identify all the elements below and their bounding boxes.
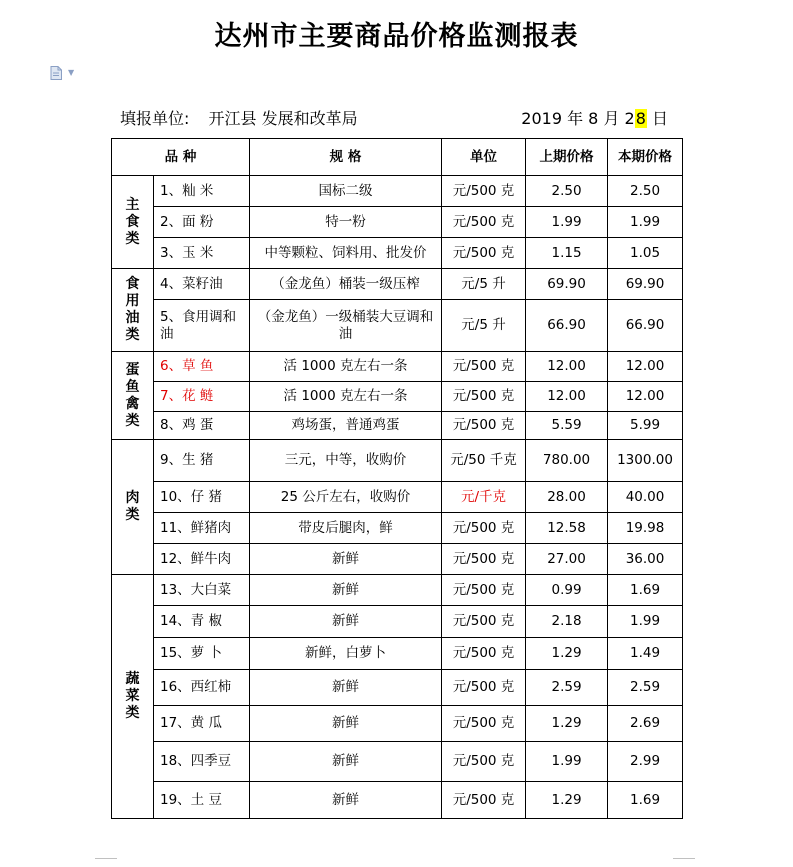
item-prev-price: 1.29 <box>526 782 608 819</box>
item-name: 10、仔 猪 <box>154 482 250 513</box>
item-unit: 元/500 克 <box>442 742 526 782</box>
item-prev-price: 5.59 <box>526 412 608 440</box>
item-prev-price: 2.59 <box>526 670 608 706</box>
item-curr-price: 2.50 <box>608 176 683 207</box>
item-name: 16、西红柿 <box>154 670 250 706</box>
item-name: 11、鲜猪肉 <box>154 513 250 544</box>
item-spec: 活 1000 克左右一条 <box>250 352 442 382</box>
item-curr-price: 1.99 <box>608 207 683 238</box>
item-spec: 新鲜 <box>250 670 442 706</box>
header-spec: 规 格 <box>250 139 442 176</box>
item-name: 8、鸡 蛋 <box>154 412 250 440</box>
item-spec: 鸡场蛋，普通鸡蛋 <box>250 412 442 440</box>
item-name: 7、花 鲢 <box>154 382 250 412</box>
item-curr-price: 1.99 <box>608 606 683 638</box>
item-name: 18、四季豆 <box>154 742 250 782</box>
item-prev-price: 12.58 <box>526 513 608 544</box>
item-prev-price: 66.90 <box>526 300 608 352</box>
report-date <box>521 106 668 129</box>
footer-mark-left <box>95 858 117 859</box>
table-row <box>112 300 683 352</box>
table-row <box>112 706 683 742</box>
item-name: 17、黄 瓜 <box>154 706 250 742</box>
page-footer-marks <box>95 858 695 862</box>
table-row <box>112 575 683 606</box>
item-spec: 特一粉 <box>250 207 442 238</box>
date-suffix: 日 <box>646 109 668 128</box>
header-prev-price: 上期价格 <box>526 139 608 176</box>
report-meta <box>120 104 668 130</box>
table-header-row <box>112 139 683 176</box>
category-meat: 肉 类 <box>112 440 154 575</box>
item-prev-price: 1.99 <box>526 207 608 238</box>
item-prev-price: 1.29 <box>526 638 608 670</box>
item-curr-price: 1.05 <box>608 238 683 269</box>
price-table <box>111 138 683 819</box>
item-spec: 新鲜 <box>250 742 442 782</box>
header-curr-price: 本期价格 <box>608 139 683 176</box>
item-unit: 元/5 升 <box>442 269 526 300</box>
table-row <box>112 782 683 819</box>
item-prev-price: 1.99 <box>526 742 608 782</box>
unit-label: 填报单位: <box>120 109 190 128</box>
item-name: 4、菜籽油 <box>154 269 250 300</box>
item-curr-price: 2.99 <box>608 742 683 782</box>
footer-mark-right <box>673 858 695 859</box>
table-row <box>112 382 683 412</box>
item-spec: 25 公斤左右，收购价 <box>250 482 442 513</box>
item-spec: 新鲜，白萝卜 <box>250 638 442 670</box>
item-prev-price: 69.90 <box>526 269 608 300</box>
item-name: 14、青 椒 <box>154 606 250 638</box>
item-unit: 元/500 克 <box>442 782 526 819</box>
reporting-unit <box>120 106 358 129</box>
item-unit: 元/500 克 <box>442 706 526 742</box>
header-variety: 品 种 <box>112 139 250 176</box>
item-spec: 新鲜 <box>250 606 442 638</box>
item-unit: 元/500 克 <box>442 412 526 440</box>
item-curr-price: 69.90 <box>608 269 683 300</box>
item-curr-price: 5.99 <box>608 412 683 440</box>
page-title: 达州市主要商品价格监测报表 <box>214 21 579 52</box>
table-row <box>112 269 683 300</box>
item-unit: 元/500 克 <box>442 207 526 238</box>
item-prev-price: 0.99 <box>526 575 608 606</box>
item-curr-price: 36.00 <box>608 544 683 575</box>
table-row <box>112 440 683 482</box>
item-name: 13、大白菜 <box>154 575 250 606</box>
item-spec: 三元，中等，收购价 <box>250 440 442 482</box>
item-unit: 元/500 克 <box>442 352 526 382</box>
item-unit: 元/500 克 <box>442 382 526 412</box>
item-prev-price: 12.00 <box>526 352 608 382</box>
chevron-down-icon[interactable]: ▼ <box>68 68 75 77</box>
item-prev-price: 780.00 <box>526 440 608 482</box>
item-spec: 新鲜 <box>250 575 442 606</box>
item-curr-price: 12.00 <box>608 382 683 412</box>
item-curr-price: 1.69 <box>608 575 683 606</box>
item-curr-price: 40.00 <box>608 482 683 513</box>
item-spec: 中等颗粒、饲料用、批发价 <box>250 238 442 269</box>
document-icon[interactable] <box>50 66 62 80</box>
item-spec: 新鲜 <box>250 544 442 575</box>
item-prev-price: 1.15 <box>526 238 608 269</box>
item-unit: 元/500 克 <box>442 575 526 606</box>
item-curr-price: 12.00 <box>608 352 683 382</box>
item-spec: （金龙鱼）桶装一级压榨 <box>250 269 442 300</box>
item-prev-price: 12.00 <box>526 382 608 412</box>
item-curr-price: 19.98 <box>608 513 683 544</box>
table-row <box>112 238 683 269</box>
item-unit: 元/500 克 <box>442 513 526 544</box>
item-unit: 元/500 克 <box>442 606 526 638</box>
item-spec: 带皮后腿肉，鲜 <box>250 513 442 544</box>
table-row <box>112 742 683 782</box>
item-prev-price: 1.29 <box>526 706 608 742</box>
item-spec: 新鲜 <box>250 706 442 742</box>
item-curr-price: 2.69 <box>608 706 683 742</box>
item-unit: 元/50 千克 <box>442 440 526 482</box>
item-name: 19、土 豆 <box>154 782 250 819</box>
item-curr-price: 66.90 <box>608 300 683 352</box>
category-oil: 食 用 油 类 <box>112 269 154 352</box>
category-egg-fish-poultry: 蛋 鱼 禽 类 <box>112 352 154 440</box>
table-row <box>112 606 683 638</box>
item-prev-price: 2.50 <box>526 176 608 207</box>
item-unit: 元/500 克 <box>442 544 526 575</box>
table-row <box>112 544 683 575</box>
item-name: 1、籼 米 <box>154 176 250 207</box>
item-spec: （金龙鱼）一级桶装大豆调和油 <box>250 300 442 352</box>
table-row <box>112 207 683 238</box>
header-unit: 单位 <box>442 139 526 176</box>
item-curr-price: 1.69 <box>608 782 683 819</box>
table-row <box>112 670 683 706</box>
item-name: 6、草 鱼 <box>154 352 250 382</box>
item-name: 12、鲜牛肉 <box>154 544 250 575</box>
date-prefix: 2019 年 8 月 2 <box>521 109 635 128</box>
item-spec: 新鲜 <box>250 782 442 819</box>
item-curr-price: 2.59 <box>608 670 683 706</box>
category-vegetables: 蔬 菜 类 <box>112 575 154 819</box>
item-unit: 元/500 克 <box>442 670 526 706</box>
item-curr-price: 1300.00 <box>608 440 683 482</box>
item-unit: 元/500 克 <box>442 638 526 670</box>
item-name: 5、食用调和油 <box>154 300 250 352</box>
table-row <box>112 176 683 207</box>
item-name: 9、生 猪 <box>154 440 250 482</box>
date-highlight: 8 <box>635 109 646 128</box>
table-row <box>112 513 683 544</box>
item-curr-price: 1.49 <box>608 638 683 670</box>
item-unit: 元/5 升 <box>442 300 526 352</box>
table-row <box>112 352 683 382</box>
item-prev-price: 28.00 <box>526 482 608 513</box>
table-row <box>112 412 683 440</box>
item-unit: 元/千克 <box>442 482 526 513</box>
category-staple: 主 食 类 <box>112 176 154 269</box>
item-spec: 国标二级 <box>250 176 442 207</box>
item-name: 3、玉 米 <box>154 238 250 269</box>
item-spec: 活 1000 克左右一条 <box>250 382 442 412</box>
item-unit: 元/500 克 <box>442 238 526 269</box>
item-name: 15、萝 卜 <box>154 638 250 670</box>
item-name: 2、面 粉 <box>154 207 250 238</box>
table-row <box>112 482 683 513</box>
item-prev-price: 27.00 <box>526 544 608 575</box>
table-row <box>112 638 683 670</box>
unit-value: 开江县 发展和改革局 <box>208 109 358 128</box>
item-prev-price: 2.18 <box>526 606 608 638</box>
item-unit: 元/500 克 <box>442 176 526 207</box>
